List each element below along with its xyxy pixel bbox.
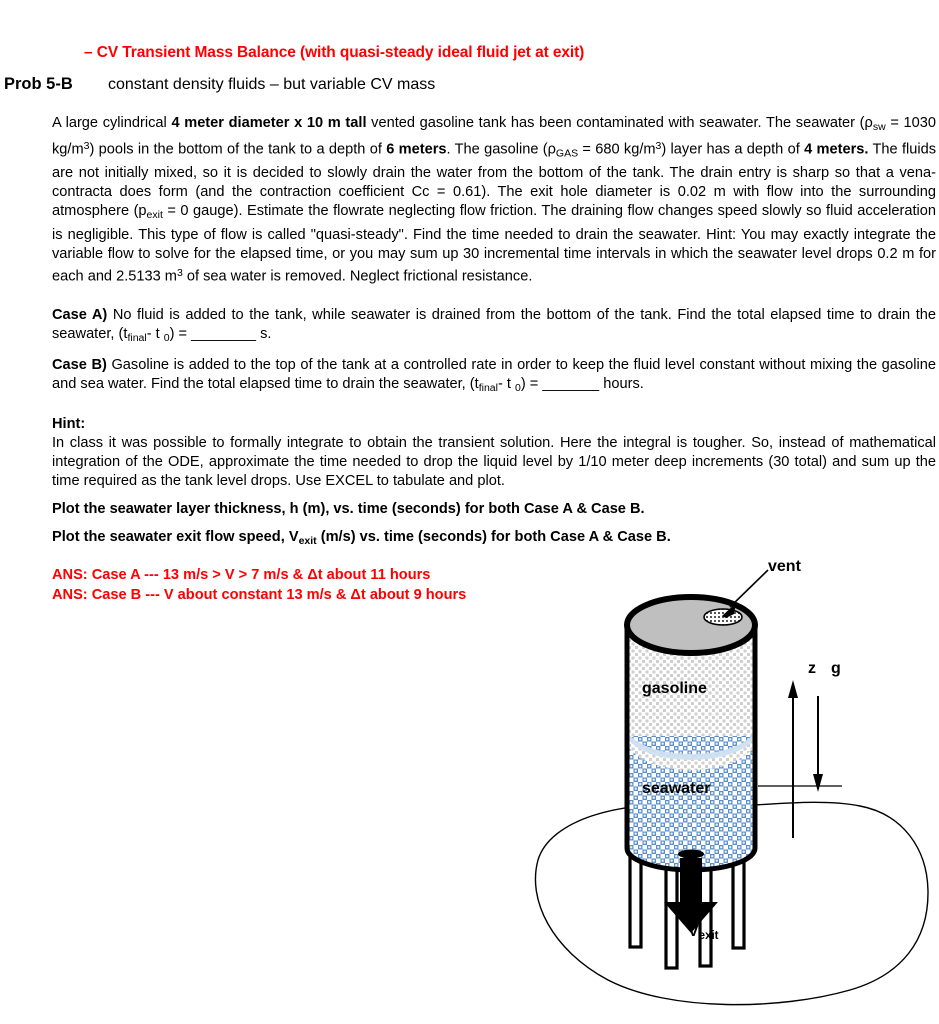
- tank-diagram: [530, 548, 939, 1018]
- vent-label: vent: [768, 558, 801, 575]
- gasoline-label: gasoline: [642, 680, 707, 697]
- case-b-paragraph: Case B) Gasoline is added to the top of the tank at a controlled rate in order to keep the fluid level constant without mixing the gasoline and sea water. Find the total elapsed time to drain the seawater, ($t_{final}-$ t $_0$) = _______ hours.: [52, 357, 937, 395]
- gravity-label: g: [831, 660, 841, 677]
- seawater-label: seawater: [642, 780, 711, 797]
- tank-top: [627, 597, 755, 653]
- g-vector-arrowhead: [813, 774, 823, 792]
- answer-block: ANS: Case A --- 13 m/s > V > 7 m/s & Δt about 11 hours ANS: Case B --- V about constant 13 m/s & Δt about 9 hours: [52, 567, 467, 603]
- page-title: – CV Transient Mass Balance (with quasi-steady ideal fluid jet at exit): [84, 44, 585, 61]
- drain-hole: [678, 850, 704, 859]
- case-a-paragraph: Case A) No fluid is added to the tank, while seawater is drained from the bottom of the tank. Find the total elapsed time to drain the seawater, ($t_{final}-$ t $_0$) = ________ s.: [52, 307, 936, 345]
- vent-hole: [704, 609, 742, 625]
- exit-velocity-label: $V_{exit}$: [688, 923, 719, 943]
- problem-label: Prob 5-B: [4, 75, 73, 93]
- z-axis-label: z: [808, 660, 816, 677]
- hint-paragraph: In class it was possible to formally integrate to obtain the transient solution. Here the integral is tougher. So, instead of mathematical integration of the ODE, approximate the time needed to drop the liquid level by 1/10 meter deep increments (30 total) and sum up the time required as the tank level drops. Use EXCEL to tabulate and plot.: [52, 435, 936, 490]
- problem-statement-paragraph: A large cylindrical 4 meter diameter x 10 m tall vented gasoline tank has been contaminated with seawater. The seawater ($\rho_{sw} = 1030$ $kg/m^3$) pools in the bottom of the tank to a depth of 6 meters. The gasoline ($\rho_{GAS} = 680$ $kg/m^3$) layer has a depth of 4 meters. The fluids are not initially mixed, so it is decided to slowly drain the water from the bottom of the tank. The drain entry is sharp so that a vena-contracta does form (and the contraction coefficient Cc = 0.61). The exit hole diameter is 0.02 m with flow into the surrounding atmosphere ($p_{exit} = 0$ gauge). Estimate the flowrate neglecting flow friction. The draining flow changes speed slowly so fluid acceleration is negligible. This type of flow is called "quasi-steady". Find the time needed to drain the seawater. Hint: You may exactly integrate the variable flow to solve for the elapsed time, or you may sum up 30 incremental time intervals in which the seawater level drops 0.2 m for each and 2.5133 $m^3$ of sea water is removed. Neglect frictional resistance.: [52, 115, 937, 285]
- problem-subtitle: constant density fluids – but variable CV mass: [108, 76, 436, 93]
- vent-leader-line: [730, 570, 768, 607]
- z-axis-arrowhead: [788, 680, 798, 698]
- hint-heading: Hint:: [52, 416, 86, 432]
- plot-instruction-1: Plot the seawater layer thickness, h (m), vs. time (seconds) for both Case A & Case B.: [52, 501, 645, 517]
- plot-instruction-2: Plot the seawater exit flow speed, $V_{exit}$ (m/s) vs. time (seconds) for both Case A & Case B.: [52, 529, 671, 547]
